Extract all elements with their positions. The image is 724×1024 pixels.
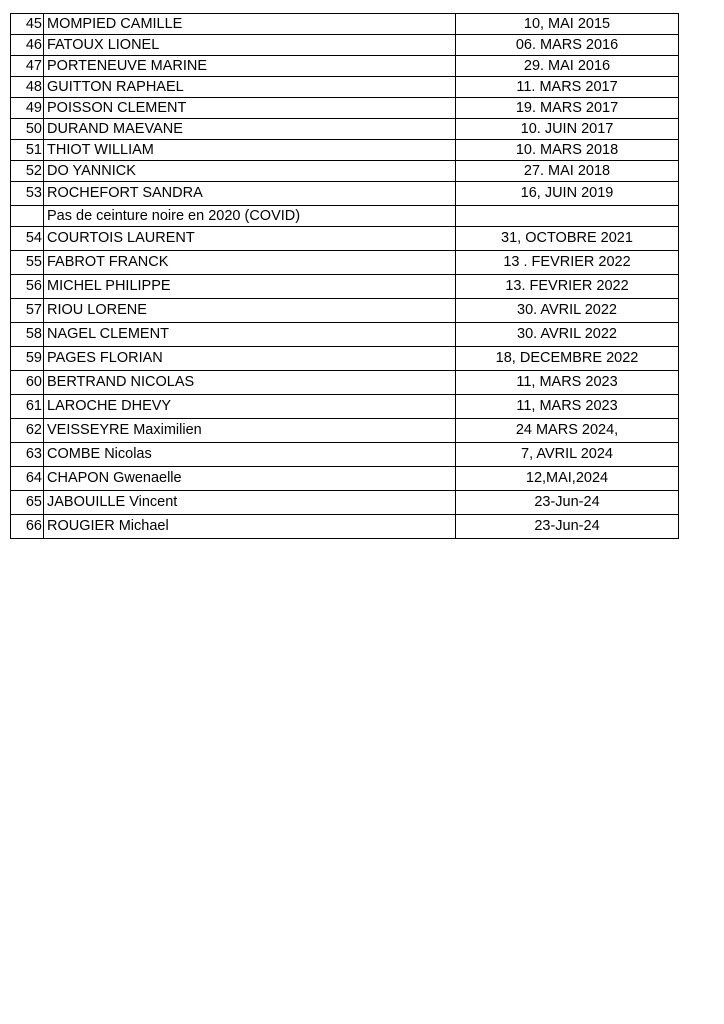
- belt-date: 30. AVRIL 2022: [456, 299, 679, 323]
- table-row: [11, 491, 679, 515]
- table-row: [11, 98, 679, 119]
- member-name: MICHEL PHILIPPE: [44, 275, 456, 299]
- row-number: 62: [11, 419, 44, 443]
- belt-date: 11. MARS 2017: [456, 77, 679, 98]
- table-row: [11, 371, 679, 395]
- member-name: POISSON CLEMENT: [44, 98, 456, 119]
- member-name: DURAND MAEVANE: [44, 119, 456, 140]
- row-number: 65: [11, 491, 44, 515]
- member-name: COURTOIS LAURENT: [44, 227, 456, 251]
- table-row: [11, 443, 679, 467]
- belt-date: 19. MARS 2017: [456, 98, 679, 119]
- member-name: ROCHEFORT SANDRA: [44, 182, 456, 206]
- row-number: 61: [11, 395, 44, 419]
- belt-date: 24 MARS 2024,: [456, 419, 679, 443]
- row-number: 49: [11, 98, 44, 119]
- member-name: FATOUX LIONEL: [44, 35, 456, 56]
- belt-date: 10. JUIN 2017: [456, 119, 679, 140]
- member-name: BERTRAND NICOLAS: [44, 371, 456, 395]
- table-row: [11, 35, 679, 56]
- member-name: JABOUILLE Vincent: [44, 491, 456, 515]
- row-number: 51: [11, 140, 44, 161]
- member-name: THIOT WILLIAM: [44, 140, 456, 161]
- belt-date: 11, MARS 2023: [456, 395, 679, 419]
- table-row: [11, 77, 679, 98]
- belt-date: 27. MAI 2018: [456, 161, 679, 182]
- row-number: 48: [11, 77, 44, 98]
- table-row: [11, 515, 679, 539]
- member-name: VEISSEYRE Maximilien: [44, 419, 456, 443]
- table-row: [11, 140, 679, 161]
- table-row: [11, 299, 679, 323]
- member-name: PAGES FLORIAN: [44, 347, 456, 371]
- member-name: RIOU LORENE: [44, 299, 456, 323]
- belt-date: 31, OCTOBRE 2021: [456, 227, 679, 251]
- member-name: LAROCHE DHEVY: [44, 395, 456, 419]
- member-name: ROUGIER Michael: [44, 515, 456, 539]
- row-number: 53: [11, 182, 44, 206]
- table-row: [11, 347, 679, 371]
- table-row: [11, 395, 679, 419]
- row-number: [11, 206, 44, 227]
- belt-date: 13. FEVRIER 2022: [456, 275, 679, 299]
- belt-date: 18, DECEMBRE 2022: [456, 347, 679, 371]
- row-number: 63: [11, 443, 44, 467]
- table-row: [11, 251, 679, 275]
- belt-date: 11, MARS 2023: [456, 371, 679, 395]
- belt-date: 16, JUIN 2019: [456, 182, 679, 206]
- row-number: 66: [11, 515, 44, 539]
- row-number: 52: [11, 161, 44, 182]
- member-name: NAGEL CLEMENT: [44, 323, 456, 347]
- row-number: 45: [11, 14, 44, 35]
- black-belt-list-table: [10, 13, 679, 539]
- table-row: [11, 467, 679, 491]
- table-row: [11, 119, 679, 140]
- row-number: 58: [11, 323, 44, 347]
- belt-date: [456, 206, 679, 227]
- row-number: 56: [11, 275, 44, 299]
- row-number: 47: [11, 56, 44, 77]
- belt-date: 7, AVRIL 2024: [456, 443, 679, 467]
- table-row: [11, 161, 679, 182]
- row-number: 46: [11, 35, 44, 56]
- row-number: 50: [11, 119, 44, 140]
- table-row: [11, 275, 679, 299]
- row-number: 54: [11, 227, 44, 251]
- covid-note: Pas de ceinture noire en 2020 (COVID): [44, 206, 456, 227]
- belt-date: 10. MARS 2018: [456, 140, 679, 161]
- covid-note-row: [11, 206, 679, 227]
- belt-date: 23-Jun-24: [456, 491, 679, 515]
- belt-date: 12,MAI,2024: [456, 467, 679, 491]
- belt-date: 23-Jun-24: [456, 515, 679, 539]
- member-name: FABROT FRANCK: [44, 251, 456, 275]
- row-number: 55: [11, 251, 44, 275]
- table-row: [11, 419, 679, 443]
- table-row: [11, 56, 679, 77]
- table-row: [11, 14, 679, 35]
- member-name: DO YANNICK: [44, 161, 456, 182]
- belt-date: 10, MAI 2015: [456, 14, 679, 35]
- member-name: MOMPIED CAMILLE: [44, 14, 456, 35]
- row-number: 60: [11, 371, 44, 395]
- row-number: 59: [11, 347, 44, 371]
- row-number: 64: [11, 467, 44, 491]
- member-name: COMBE Nicolas: [44, 443, 456, 467]
- member-name: GUITTON RAPHAEL: [44, 77, 456, 98]
- table-row: [11, 323, 679, 347]
- row-number: 57: [11, 299, 44, 323]
- member-name: PORTENEUVE MARINE: [44, 56, 456, 77]
- belt-date: 30. AVRIL 2022: [456, 323, 679, 347]
- table-row: [11, 182, 679, 206]
- belt-date: 13 . FEVRIER 2022: [456, 251, 679, 275]
- table-row: [11, 227, 679, 251]
- belt-date: 06. MARS 2016: [456, 35, 679, 56]
- belt-date: 29. MAI 2016: [456, 56, 679, 77]
- member-name: CHAPON Gwenaelle: [44, 467, 456, 491]
